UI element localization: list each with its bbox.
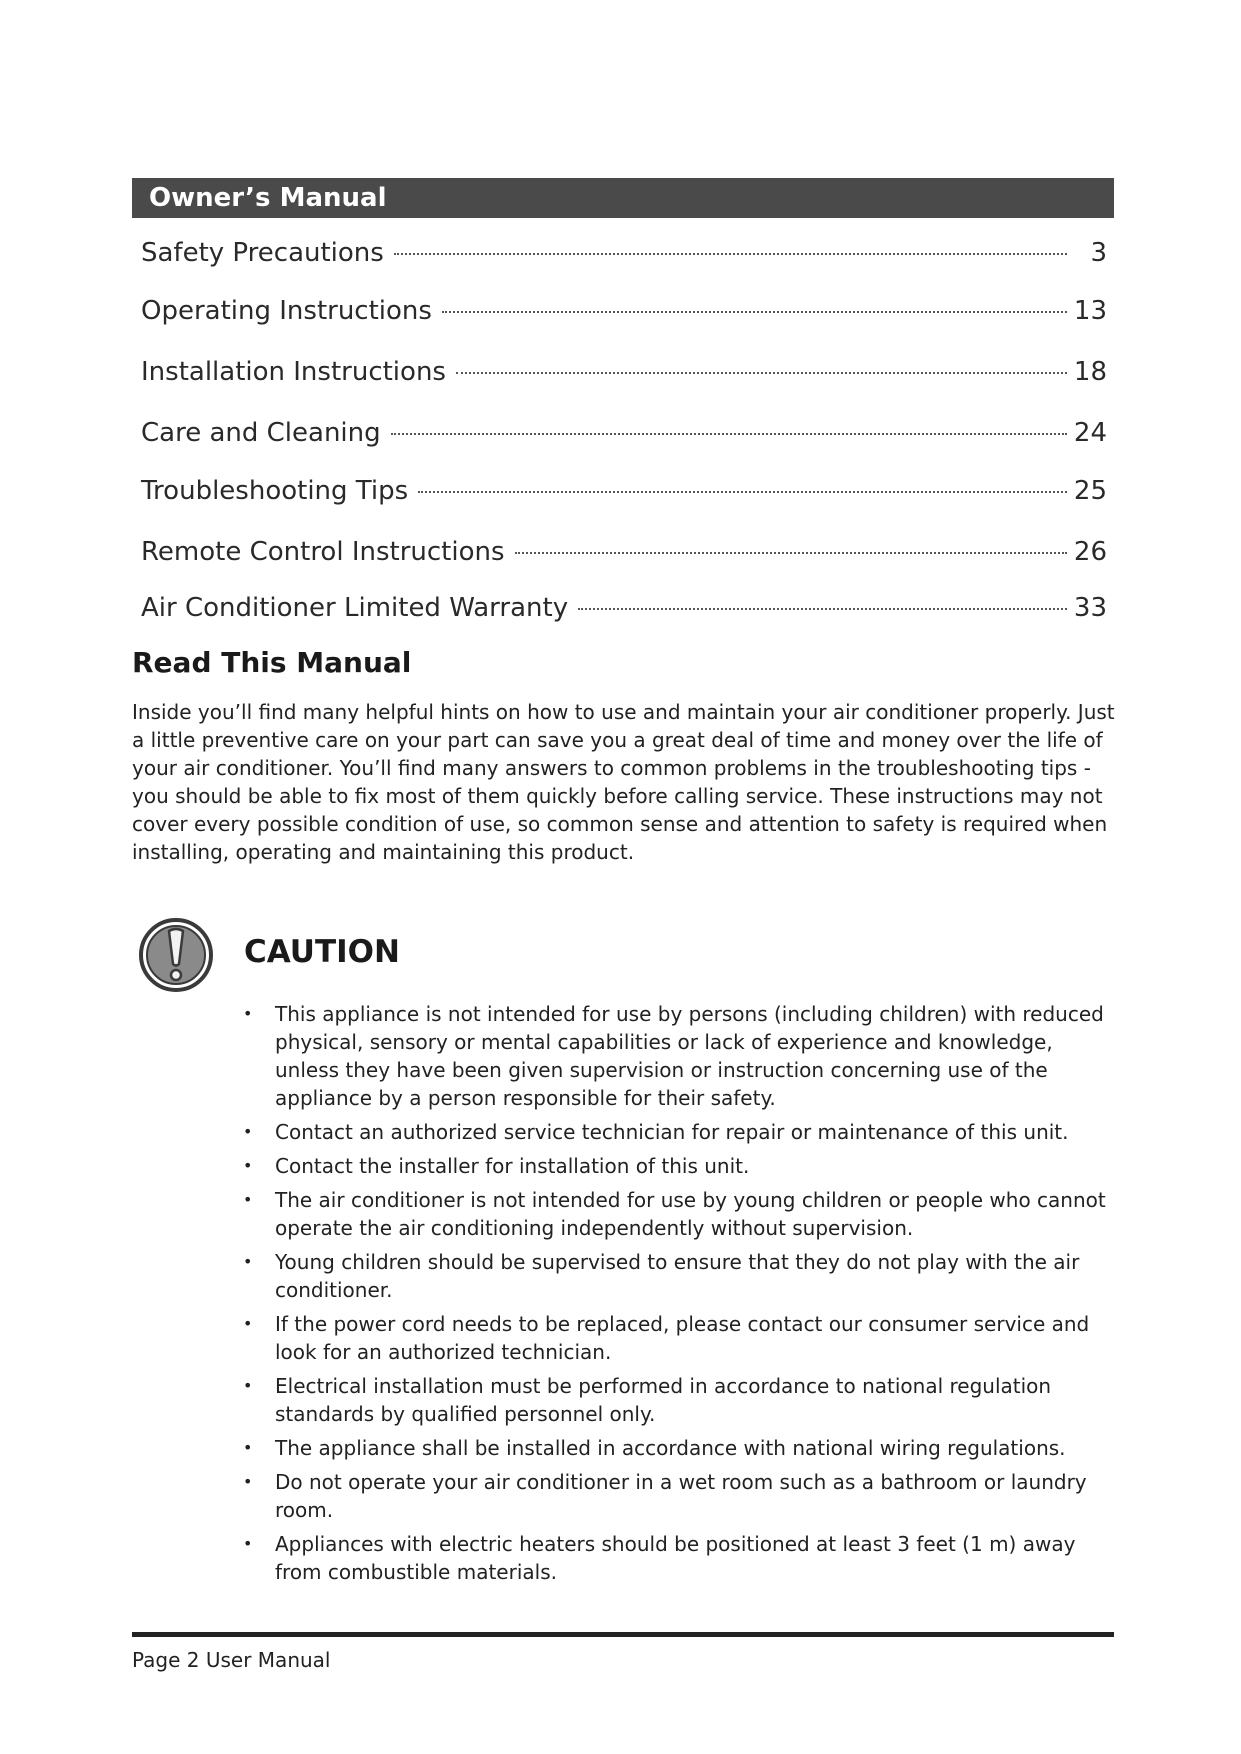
toc-entry-title: Operating Instructions (141, 296, 432, 326)
toc-entry[interactable] (141, 357, 1107, 397)
toc-entry-page: 3 (1090, 238, 1107, 268)
toc-entry-page: 18 (1073, 357, 1107, 387)
toc-entry-title: Safety Precautions (141, 238, 384, 268)
caution-item: • Contact the installer for installation of this unit. (240, 1152, 1120, 1180)
footer-divider (132, 1632, 1114, 1637)
toc-dot-leader (391, 433, 1067, 435)
toc-dot-leader (515, 552, 1067, 554)
caution-item: • Do not operate your air conditioner in a wet room such as a bathroom or laundry room. (240, 1468, 1120, 1524)
toc-entry-title: Care and Cleaning (141, 418, 381, 448)
toc-entry[interactable] (141, 296, 1107, 336)
caution-item: • Appliances with electric heaters should be positioned at least 3 feet (1 m) away from combustible materials. (240, 1530, 1120, 1586)
caution-item: • This appliance is not intended for use by persons (including children) with reduced physical, sensory or mental capabilities or lack of experience and knowledge, unless they have been given supervision or instruction concerning use of the appliance by a person responsible for their safety. (240, 1000, 1120, 1112)
toc-entry-title: Installation Instructions (141, 357, 446, 387)
section-header: Owner’s Manual (132, 178, 1114, 218)
toc-entry-title: Remote Control Instructions (141, 537, 505, 567)
toc-entry[interactable] (141, 537, 1107, 577)
toc-dot-leader (456, 372, 1067, 374)
toc-entry-page: 33 (1073, 593, 1107, 623)
toc-entry-title: Troubleshooting Tips (141, 476, 409, 506)
caution-item: • If the power cord needs to be replaced, please contact our consumer service and look for an authorized technician. (240, 1310, 1120, 1366)
toc-dot-leader (394, 253, 1067, 255)
read-manual-heading: Read This Manual (132, 646, 412, 679)
page-footer: Page 2 User Manual (132, 1648, 331, 1672)
toc-entry[interactable] (141, 593, 1107, 633)
caution-item: • Electrical installation must be performed in accordance to national regulation standards by qualified personnel only. (240, 1372, 1120, 1428)
read-manual-body: Inside you’ll find many helpful hints on how to use and maintain your air conditioner properly. Just a little preventive care on your part can save you a great deal of time and money over the life of your air conditioner. You’ll find many answers to common problems in the troubleshooting tips - you should be able to fix most of them quickly before calling service. These instructions may not cover every possible condition of use, so common sense and attention to safety is required when installing, operating and maintaining this product. (132, 700, 1115, 864)
caution-exclamation-icon (138, 917, 214, 993)
toc-entry-page: 25 (1073, 476, 1107, 506)
caution-title: CAUTION (244, 934, 400, 970)
toc-dot-leader (418, 491, 1067, 493)
toc-dot-leader (578, 608, 1067, 610)
toc-entry[interactable] (141, 418, 1107, 458)
toc-entry[interactable] (141, 238, 1107, 278)
caution-item: • Contact an authorized service technician for repair or maintenance of this unit. (240, 1118, 1120, 1146)
toc-entry-page: 26 (1073, 537, 1107, 567)
toc-entry-title: Air Conditioner Limited Warranty (141, 593, 569, 623)
caution-item: • The appliance shall be installed in accordance with national wiring regulations. (240, 1434, 1120, 1462)
toc-dot-leader (442, 311, 1067, 313)
toc-entry-page: 13 (1073, 296, 1107, 326)
toc-entry[interactable] (141, 476, 1107, 516)
caution-item: • Young children should be supervised to ensure that they do not play with the air conditioner. (240, 1248, 1120, 1304)
caution-list (240, 1000, 1120, 1592)
caution-item: • The air conditioner is not intended for use by young children or people who cannot operate the air conditioning independently without supervision. (240, 1186, 1120, 1242)
toc-entry-page: 24 (1073, 418, 1107, 448)
